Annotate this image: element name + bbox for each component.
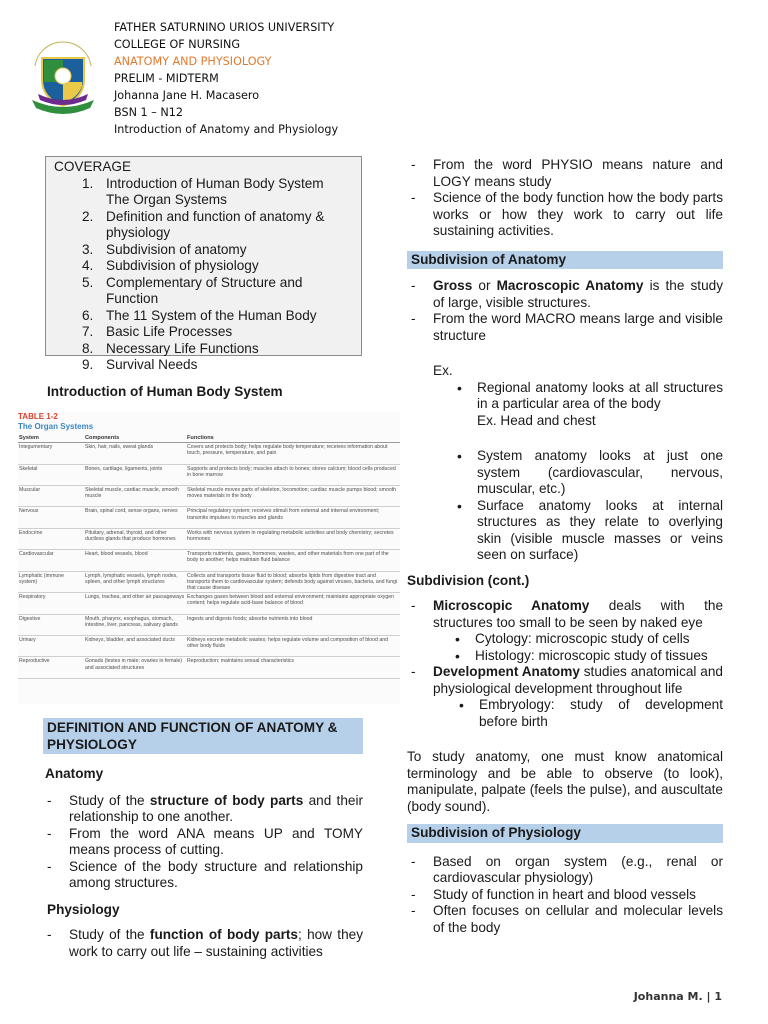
table-cell: Mouth, pharynx, esophagus, stomach, intestine, liver, pancreas, salivary glands	[84, 614, 186, 635]
organ-systems-table	[18, 412, 400, 704]
list-item: - Gross or Macroscopic Anatomy is the study of large, visible structures.	[407, 278, 723, 311]
intro-heading: Introduction of Human Body System	[47, 384, 283, 399]
table-row	[18, 443, 400, 464]
coverage-item: 5. Complementary of Structure and Function	[82, 274, 303, 306]
coverage-title: COVERAGE	[54, 159, 132, 174]
table-cell: Digestive	[18, 614, 84, 635]
table-cell: Nervous	[18, 507, 84, 528]
list-item: • Cytology: microscopic study of cells	[451, 631, 723, 648]
anatomy-types-list	[453, 448, 723, 564]
table-header: Components	[84, 434, 186, 443]
table-cell: Skeletal muscle moves parts of skeleton, locomotion; cardiac muscle pumps blood; smooth moves materials in the body	[186, 485, 400, 506]
gross-anatomy-list	[407, 278, 723, 344]
coverage-item: 6. The 11 System of the Human Body	[82, 307, 317, 323]
list-item: • System anatomy looks at just one system (cardiovascular, nervous, muscular, etc.)	[453, 448, 723, 498]
list-item: • Histology: microscopic study of tissues	[451, 648, 723, 665]
table-cell: Brain, spinal cord, sense organs, nerves	[84, 507, 186, 528]
physiology-list	[43, 927, 363, 960]
table-cell: Works with nervous system in regulating metabolic activities and body chemistry; secretes hormones	[186, 528, 400, 549]
table-row	[18, 528, 400, 549]
coverage-item: 9. Survival Needs	[82, 357, 198, 372]
list-item: - Often focuses on cellular and molecular levels of the body	[407, 903, 723, 936]
list-item: - Study of the function of body parts; how they work to carry out life – sustaining activities	[43, 927, 363, 960]
table-cell: Lungs, trachea, and other air passageways	[84, 593, 186, 614]
table-row	[18, 464, 400, 485]
list-item: • Surface anatomy looks at internal structures as they relate to overlying skin (visible muscle masses or veins seen on surface)	[453, 498, 723, 564]
list-item: - From the word ANA means UP and TOMY means process of cutting.	[43, 826, 363, 859]
table-row	[18, 550, 400, 571]
coverage-item: 2. Definition and function of anatomy & physiology	[82, 208, 325, 240]
table-row	[18, 571, 400, 593]
list-item: - From the word PHYSIO means nature and LOGY means study	[407, 157, 723, 190]
table-row	[18, 485, 400, 506]
college-name: COLLEGE OF NURSING	[114, 38, 241, 51]
table-cell: Kidneys excrete metabolic wastes; helps regulate volume and composition of blood and other body fluids	[186, 635, 400, 656]
term-label: PRELIM - MIDTERM	[114, 72, 219, 85]
topic-title: Introduction of Anatomy and Physiology	[114, 123, 339, 136]
table-cell: Endocrine	[18, 528, 84, 549]
table-cell: Kidneys, bladder, and associated ducts	[84, 635, 186, 656]
table-cell: Reproductive	[18, 657, 84, 678]
university-name: FATHER SATURNINO URIOS UNIVERSITY	[114, 21, 335, 34]
example-label: Ex.	[433, 363, 453, 378]
table-cell: Exchanges gases between blood and external environment; maintains appropriate oxygen content; helps regulate acid-base balance of blood	[186, 593, 400, 614]
table-cell: Heart, blood vessels, blood	[84, 550, 186, 571]
list-item: - Based on organ system (e.g., renal or cardiovascular physiology)	[407, 854, 723, 887]
subject-title: ANATOMY AND PHYSIOLOGY	[114, 55, 272, 68]
list-item: - Science of the body structure and relationship among structures.	[43, 859, 363, 892]
list-item: - Science of the body function how the body parts works or how they work to carry out life sustaining activities.	[407, 190, 723, 240]
table-cell: Gonads (testes in male; ovaries in female) and associated structures	[84, 657, 186, 678]
coverage-item: 3. Subdivision of anatomy	[82, 241, 247, 257]
table-cell: Skeletal	[18, 464, 84, 485]
anatomy-title: Anatomy	[45, 766, 104, 781]
subdivision-anatomy-heading: Subdivision of Anatomy	[407, 251, 723, 270]
author-name: Johanna Jane H. Macasero	[114, 89, 260, 102]
table-cell: Skin, hair, nails, sweat glands	[84, 443, 186, 464]
table-header: System	[18, 434, 84, 443]
table-header: Functions	[186, 434, 400, 443]
table-caption-number: TABLE 1-2	[18, 412, 58, 421]
coverage-list	[82, 176, 353, 374]
list-item: - Study of function in heart and blood vessels	[407, 887, 723, 904]
subdivision-physiology-heading: Subdivision of Physiology	[407, 824, 723, 843]
physio-definition-list	[407, 157, 723, 240]
table-cell: Transports nutrients, gases, hormones, wastes, and other materials from one part of the body to another; helps maintain fluid balance	[186, 550, 400, 571]
table-row	[18, 507, 400, 528]
list-item: - Microscopic Anatomy deals with the structures too small to be seen by naked eye • Cytology: microscopic study of cells • Histology: microscopic study of tissues	[407, 598, 723, 664]
table-cell: Lymphatic (immune system)	[18, 571, 84, 593]
anatomy-list	[43, 793, 363, 892]
table-cell: Ingests and digests foods; absorbs nutrients into blood	[186, 614, 400, 635]
table-cell: Reproduction; maintains sexual characteristics	[186, 657, 400, 678]
table-row	[18, 593, 400, 614]
table-row	[18, 657, 400, 678]
table-cell: Muscular	[18, 485, 84, 506]
coverage-item: 8. Necessary Life Functions	[82, 340, 259, 356]
table-cell: Cardiovascular	[18, 550, 84, 571]
table-row	[18, 635, 400, 656]
list-item: • Embryology: study of development before birth	[455, 697, 723, 730]
physiology-subdivision-list	[407, 854, 723, 937]
coverage-item: 4. Subdivision of physiology	[82, 258, 259, 273]
physiology-title: Physiology	[47, 901, 120, 917]
section-label: BSN 1 – N12	[114, 106, 183, 119]
university-seal-logo	[28, 36, 98, 116]
regional-list	[453, 380, 723, 430]
document-header	[114, 19, 338, 138]
page-footer: Johanna M. | 1	[633, 990, 722, 1003]
coverage-item: 7. Basic Life Processes	[82, 324, 233, 339]
definition-section	[43, 718, 363, 960]
coverage-box	[45, 156, 362, 372]
table-cell: Pituitary, adrenal, thyroid, and other ductless glands that produce hormones	[84, 528, 186, 549]
right-column	[407, 157, 723, 936]
table-cell: Collects and transports tissue fluid to blood; absorbs lipids from digestive tract and transports them to cardiovascular system; defends body against viruses, bacteria, and fungi that cause disease	[186, 571, 400, 593]
study-paragraph: To study anatomy, one must know anatomical terminology and be able to observe (to look), manipulate, palpate (feels the pulse), and auscultate (body sound).	[407, 749, 723, 814]
subdivision-cont-heading: Subdivision (cont.)	[407, 572, 530, 588]
list-item: • Regional anatomy looks at all structures in a particular area of the body Ex. Head and chest	[453, 380, 723, 430]
table-cell: Supports and protects body; muscles attach to bones; stores calcium; blood cells produced in bone marrow	[186, 464, 400, 485]
table-cell: Bones, cartilage, ligaments, joints	[84, 464, 186, 485]
table-cell: Skeletal muscle, cardiac muscle, smooth muscle	[84, 485, 186, 506]
table-cell: Lymph, lymphatic vessels, lymph nodes, spleen, and other lymph structures	[84, 571, 186, 593]
table-cell: Respiratory	[18, 593, 84, 614]
table-cell: Integumentary	[18, 443, 84, 464]
coverage-item: 1. Introduction of Human Body System The Organ Systems	[82, 175, 324, 207]
table-cell: Urinary	[18, 635, 84, 656]
microscopic-list	[407, 598, 723, 730]
table-cell: Principal regulatory system; receives stimuli from external and internal environment; transmits impulses to muscles and glands	[186, 507, 400, 528]
table-caption-title: The Organ Systems	[18, 422, 94, 431]
list-item: - From the word MACRO means large and visible structure	[407, 311, 723, 344]
definition-heading: DEFINITION AND FUNCTION OF ANATOMY & PHYSIOLOGY	[43, 718, 363, 754]
list-item: - Study of the structure of body parts and their relationship to one another.	[43, 793, 363, 826]
table-cell: Covers and protects body; helps regulate body temperature; receives information about touch, pressure, temperature, and pain	[186, 443, 400, 464]
list-item: - Development Anatomy studies anatomical and physiological development throughout life • Embryology: study of development before birth	[407, 664, 723, 730]
table-row	[18, 614, 400, 635]
